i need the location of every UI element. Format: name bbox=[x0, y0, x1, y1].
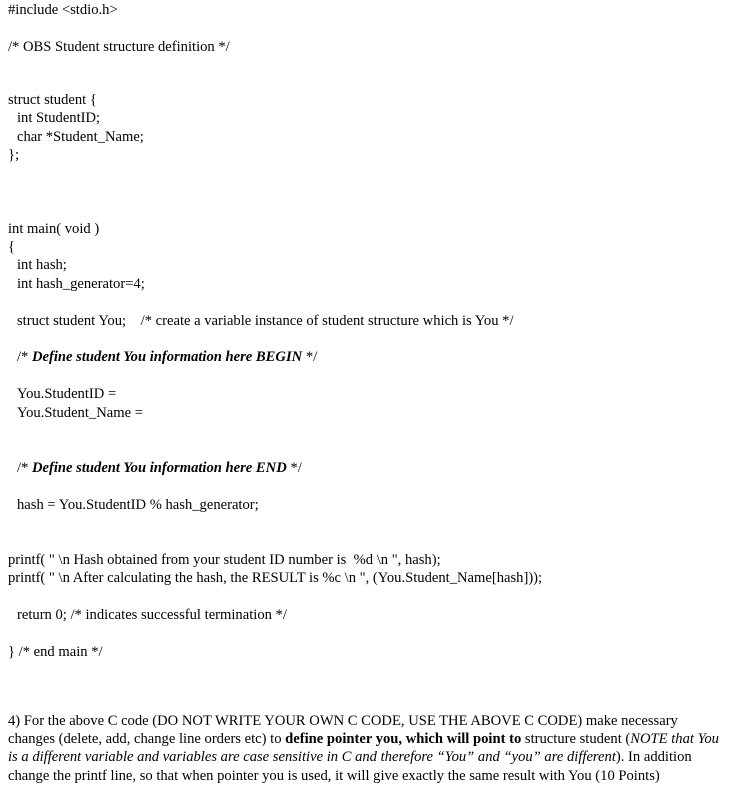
question-text-5: ). In addition change the printf line, so that when pointer you is used, it will give exactly the same result with You (10 Points) bbox=[8, 749, 692, 784]
code-line-field-name: char *Student_Name; bbox=[17, 129, 144, 145]
question-text-3: structure student ( bbox=[521, 731, 631, 748]
end-comment-text: Define student You information here END bbox=[32, 460, 291, 476]
code-line-comment-obs: /* OBS Student structure definition */ bbox=[8, 39, 230, 55]
code-line-decl-generator: int hash_generator=4; bbox=[17, 276, 145, 292]
code-line-hash-calc: hash = You.StudentID % hash_generator; bbox=[17, 497, 259, 513]
code-line-printf-2: printf( " \n After calculating the hash, the RESULT is %c \n ", (You.Student_Name[hash])); bbox=[8, 570, 543, 586]
end-comment-close: */ bbox=[290, 460, 302, 476]
code-line-assign-id: You.StudentID = bbox=[17, 386, 117, 402]
code-line-decl-hash: int hash; bbox=[17, 257, 67, 273]
code-line-struct-close: }; bbox=[8, 147, 20, 163]
code-line-decl-you: struct student You; /* create a variable instance of student structure which is You */ bbox=[17, 313, 514, 329]
begin-comment-close: */ bbox=[305, 349, 318, 365]
code-line-field-id: int StudentID; bbox=[17, 110, 101, 126]
question-text-bold: define pointer you, which will point to bbox=[285, 731, 522, 748]
code-line-assign-name: You.Student_Name = bbox=[17, 405, 143, 421]
begin-comment-text: Define student You information here BEGIN bbox=[32, 349, 306, 365]
code-line-include: #include <stdio.h> bbox=[8, 2, 118, 18]
code-line-end-main: } /* end main */ bbox=[8, 644, 103, 660]
code-line-return: return 0; /* indicates successful termination */ bbox=[17, 607, 287, 623]
question-paragraph bbox=[8, 712, 723, 785]
code-line-end-comment bbox=[17, 459, 302, 477]
code-line-struct-open: struct student { bbox=[8, 92, 97, 108]
question-text-italic: NOTE that You is a different variable and variables are case sensitive in C and therefore “You” and “you” are different bbox=[8, 731, 719, 766]
code-line-brace-open: { bbox=[8, 239, 16, 255]
code-line-begin-comment bbox=[17, 348, 317, 366]
code-line-main-signature: int main( void ) bbox=[8, 221, 100, 237]
code-line-printf-1: printf( " \n Hash obtained from your student ID number is %d \n ", hash); bbox=[8, 552, 441, 568]
begin-comment-open: /* bbox=[17, 349, 32, 365]
end-comment-open: /* bbox=[17, 460, 32, 476]
question-text-1: 4) For the above C code (DO NOT WRITE YOUR OWN C CODE, USE THE ABOVE C CODE) make necessary changes (delete, add, change line orders etc) to bbox=[8, 713, 678, 748]
